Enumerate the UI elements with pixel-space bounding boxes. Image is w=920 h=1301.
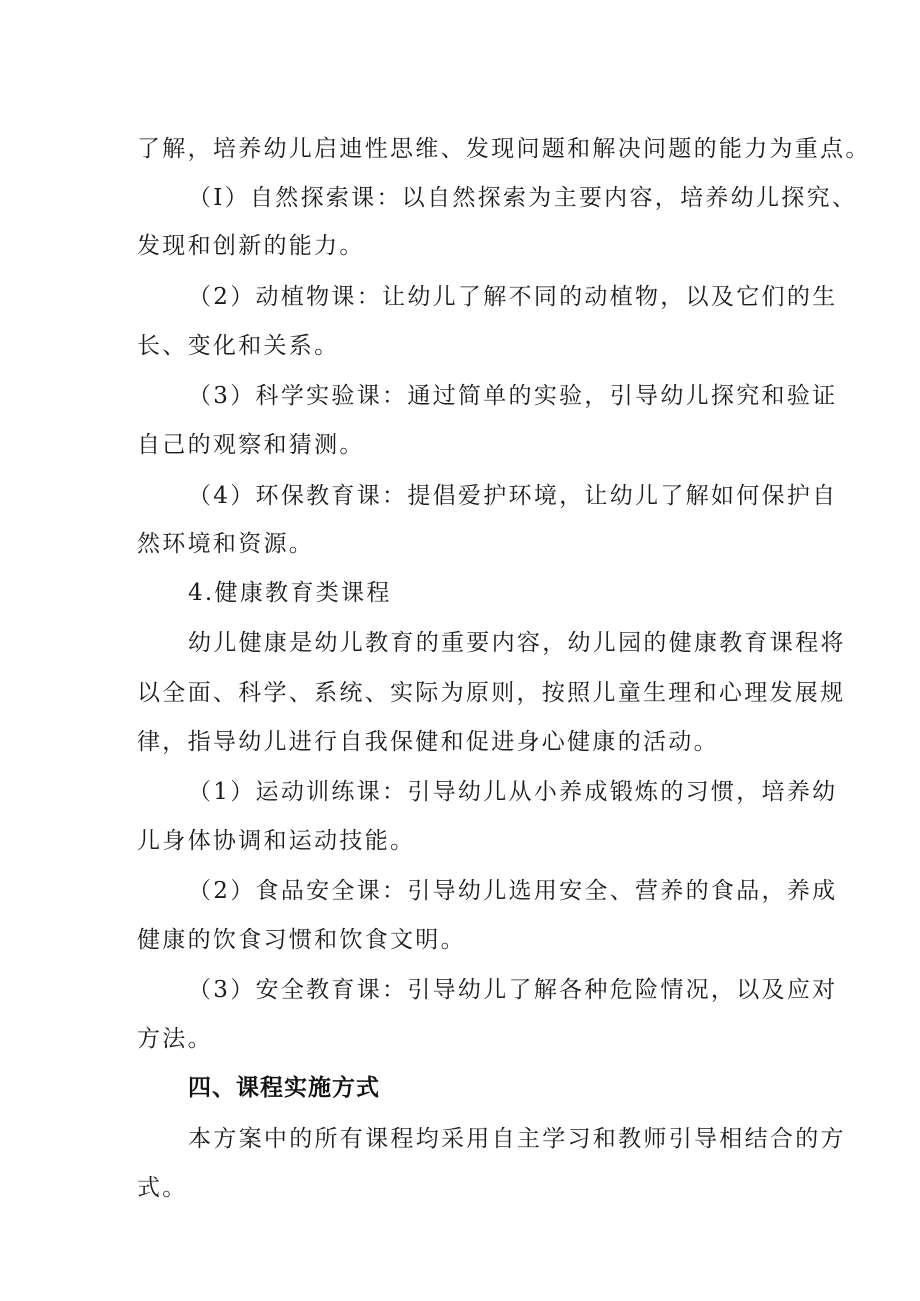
text-line: （I）自然探索课：以自然探索为主要内容，培养幼儿探究、	[188, 185, 858, 211]
text-line: 了解，培养幼儿启迪性思维、发现问题和解决问题的能力为重点。	[137, 136, 871, 162]
text-line: 儿身体协调和运动技能。	[137, 828, 416, 854]
text-line: 然环境和资源。	[137, 531, 315, 557]
text-line: 幼儿健康是幼儿教育的重要内容，幼儿园的健康教育课程将	[188, 630, 846, 656]
section-subheading: 4.健康教育类课程	[188, 580, 392, 606]
text-line: （3）科学实验课：通过简单的实验，引导幼儿探究和验证	[188, 383, 838, 409]
section-heading: 四、课程实施方式	[188, 1075, 380, 1101]
text-line: （2）动植物课：让幼儿了解不同的动植物，以及它们的生	[188, 284, 838, 310]
text-line: 健康的饮食习惯和饮食文明。	[137, 927, 466, 953]
text-line: 式。	[137, 1175, 188, 1201]
text-line: 律，指导幼儿进行自我保健和促进身心健康的活动。	[137, 729, 719, 755]
text-line: （1）运动训练课：引导幼儿从小养成锻炼的习惯，培养幼	[188, 779, 838, 805]
text-line: （3）安全教育课：引导幼儿了解各种危险情况，以及应对	[188, 977, 838, 1003]
text-line: 本方案中的所有课程均采用自主学习和教师引导相结合的方	[188, 1126, 846, 1152]
text-line: （2）食品安全课：引导幼儿选用安全、营养的食品，养成	[188, 878, 838, 904]
text-line: 发现和创新的能力。	[137, 233, 365, 259]
text-line: 自己的观察和猜测。	[137, 432, 365, 458]
text-line: 长、变化和关系。	[137, 333, 340, 359]
text-line: 方法。	[137, 1026, 213, 1052]
text-line: （4）环保教育课：提倡爱护环境，让幼儿了解如何保护自	[188, 483, 838, 509]
text-line: 以全面、科学、系统、实际为原则，按照儿童生理和心理发展规	[137, 680, 846, 706]
